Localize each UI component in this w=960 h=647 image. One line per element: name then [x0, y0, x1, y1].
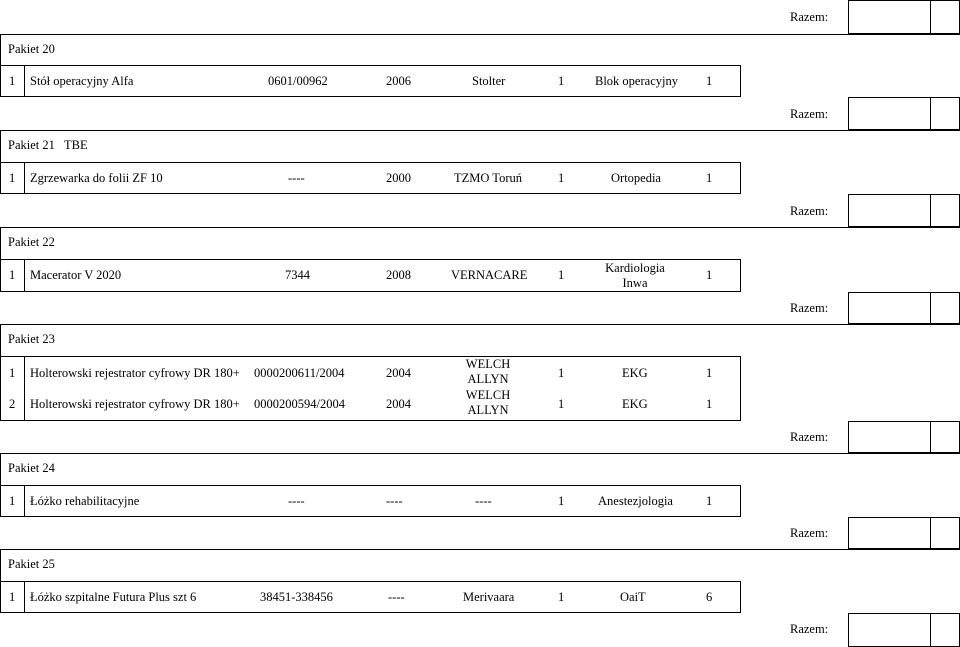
pakiet-25-title: Pakiet 25 — [8, 557, 55, 571]
row-maker-line1: WELCH — [465, 357, 511, 371]
row-year: 2004 — [386, 366, 411, 380]
row-year: ---- — [388, 590, 405, 604]
row-dept-line1: Kardiologia — [605, 261, 665, 275]
pakiet-23-title: Pakiet 23 — [8, 332, 55, 346]
row-maker-line2: ALLYN — [467, 372, 509, 386]
row-qty: 1 — [558, 171, 565, 185]
row-serial: ---- — [288, 494, 305, 508]
row-lp: 1 — [9, 268, 16, 282]
row-dept-line2: Inwa — [622, 276, 648, 290]
pakiet-22-title: Pakiet 22 — [8, 235, 55, 249]
row-dept: OaiT — [620, 590, 646, 604]
row-maker — [456, 357, 520, 387]
row-dept: Ortopedia — [611, 171, 661, 185]
row-year: 2000 — [386, 171, 411, 185]
razem-label: Razem: — [790, 430, 829, 444]
row-name: Stół operacyjny Alfa — [30, 74, 134, 88]
row-qty: 1 — [558, 397, 565, 411]
razem-label: Razem: — [790, 107, 829, 121]
row-name: Holterowski rejestrator cyfrowy DR 180+ — [30, 366, 240, 380]
row-count: 1 — [706, 171, 713, 185]
row-serial: 7344 — [285, 268, 310, 282]
row-maker: VERNACARE — [451, 268, 528, 282]
row-year: 2004 — [386, 397, 411, 411]
row-maker: Stolter — [472, 74, 506, 88]
row-lp: 1 — [9, 494, 16, 508]
row-count: 6 — [706, 590, 713, 604]
row-serial: 0000200611/2004 — [254, 366, 345, 380]
row-qty: 1 — [558, 74, 565, 88]
row-maker: TZMO Toruń — [454, 171, 522, 185]
row-serial: ---- — [288, 171, 305, 185]
row-serial: 38451-338456 — [260, 590, 333, 604]
row-qty: 1 — [558, 590, 565, 604]
row-maker: ---- — [475, 494, 492, 508]
row-serial: 0000200594/2004 — [254, 397, 345, 411]
pakiet-21-title: Pakiet 21 TBE — [8, 138, 88, 152]
row-count: 1 — [706, 397, 713, 411]
row-year: 2008 — [386, 268, 411, 282]
pakiet-24-title: Pakiet 24 — [8, 461, 55, 475]
row-maker-line1: WELCH — [465, 388, 511, 402]
row-count: 1 — [706, 74, 713, 88]
row-name: Holterowski rejestrator cyfrowy DR 180+ — [30, 397, 240, 411]
row-lp: 1 — [9, 366, 16, 380]
row-lp: 1 — [9, 74, 16, 88]
row-maker: Merivaara — [463, 590, 515, 604]
row-count: 1 — [706, 366, 713, 380]
row-maker-line2: ALLYN — [467, 403, 509, 417]
razem-label: Razem: — [790, 204, 829, 218]
pakiet-20-title: Pakiet 20 — [8, 42, 55, 56]
row-dept: Anestezjologia — [598, 494, 673, 508]
row-lp: 1 — [9, 590, 16, 604]
row-count: 1 — [706, 268, 713, 282]
row-dept — [594, 261, 676, 291]
row-qty: 1 — [558, 268, 565, 282]
row-dept: Blok operacyjny — [595, 74, 678, 88]
row-year: ---- — [386, 494, 403, 508]
razem-label: Razem: — [790, 301, 829, 315]
row-count: 1 — [706, 494, 713, 508]
row-year: 2006 — [386, 74, 411, 88]
razem-label: Razem: — [790, 526, 829, 540]
row-name: Łóżko rehabilitacyjne — [30, 494, 140, 508]
row-name: Macerator V 2020 — [30, 268, 122, 282]
row-qty: 1 — [558, 366, 565, 380]
row-dept: EKG — [622, 397, 648, 411]
row-dept: EKG — [622, 366, 648, 380]
razem-label: Razem: — [790, 622, 829, 636]
row-lp: 2 — [9, 397, 16, 411]
row-name: Łóżko szpitalne Futura Plus szt 6 — [30, 590, 197, 604]
row-serial: 0601/00962 — [268, 74, 328, 88]
row-lp: 1 — [9, 171, 16, 185]
row-qty: 1 — [558, 494, 565, 508]
row-maker — [456, 388, 520, 418]
row-name: Zgrzewarka do folii ZF 10 — [30, 171, 163, 185]
razem-label: Razem: — [790, 10, 829, 24]
